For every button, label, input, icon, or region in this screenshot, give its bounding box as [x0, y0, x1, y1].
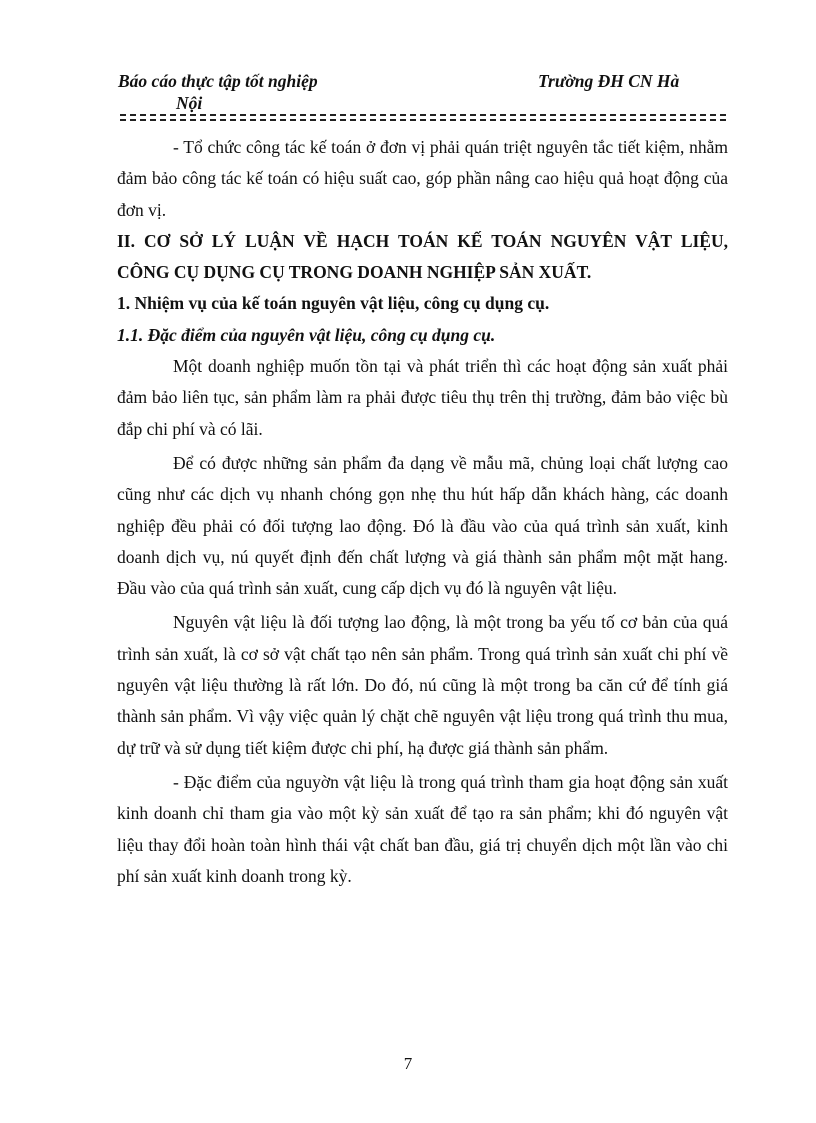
paragraph-principle: - Tổ chức công tác kế toán ở đơn vị phải quán triệt nguyên tắc tiết kiệm, nhằm đảm bảo công tác kế toán có hiệu suất cao, góp phần nâng cao hiệu quả hoạt động của đơn vị. [117, 137, 728, 220]
paragraph-material-characteristics: - Đặc điểm của nguyờn vật liệu là trong quá trình tham gia hoạt động sản xuất kinh doanh chỉ tham gia vào một kỳ sản xuất để tạo ra sản phẩm; khi đó nguyên vật liệu thay đổi hoàn toàn hình thái vật chất ban đầu, giá trị chuyển dịch một lần vào chi phí sản xuất kinh doanh trong kỳ. [117, 771, 728, 886]
subsection-heading-1: 1. Nhiệm vụ của kế toán nguyên vật liệu, công cụ dụng cụ. [117, 293, 550, 314]
header-report-title [118, 70, 378, 114]
paragraph-raw-materials: Nguyên vật liệu là đối tượng lao động, là một trong ba yếu tố cơ bản của quá trình sản xuất, là cơ sở vật chất tạo nên sản phẩm. Trong quá trình sản xuất chi phí về nguyên vật liệu thường là rất lớn. Do đó, nú cũng là một trong ba căn cứ để tính giá thành sản phẩm. Vì vậy việc quản lý chặt chẽ nguyên vật liệu trong quá trình thu mua, dự trữ và sử dụng tiết kiệm được chi phí, hạ được giá thành sản phẩm. [117, 612, 728, 758]
header-left-line1: Báo cáo thực tập tốt nghiệp [118, 71, 318, 91]
document-body [117, 132, 728, 892]
subsection-heading-1-1: 1.1. Đặc điểm của nguyên vật liệu, công cụ dụng cụ. [117, 324, 496, 345]
section-heading-ii: II. CƠ SỞ LÝ LUẬN VỀ HẠCH TOÁN KẾ TOÁN NGUYÊN VẬT LIỆU, CÔNG CỤ DỤNG CỤ TRONG DOANH NGHIỆP SẢN XUẤT. [117, 230, 728, 283]
header-left-line2: Nội [176, 93, 203, 113]
header-school-name: Trường ĐH CN Hà [538, 71, 680, 91]
paragraph-business-survival: Một doanh nghiệp muốn tồn tại và phát triển thì các hoạt động sản xuất phải đảm bảo liên tục, sản phẩm làm ra phải được tiêu thụ trên thị trường, đảm bảo việc bù đắp chi phí và có lãi. [117, 356, 728, 439]
paragraph-diverse-products: Để có được những sản phẩm đa dạng về mẫu mã, chủng loại chất lượng cao cũng như các dịch vụ nhanh chóng gọn nhẹ thu hút hấp dẫn khách hàng, các doanh nghiệp đều phải có đối tượng lao động. Đó là đầu vào của quá trình sản xuất, kinh doanh dịch vụ, nú quyết định đến chất lượng và giá thành sản phẩm một mặt hang. Đầu vào của quá trình sản xuất, cung cấp dịch vụ đó là nguyên vật liệu. [117, 452, 728, 599]
header-divider-top [120, 114, 726, 116]
header-divider-bottom [120, 119, 726, 121]
page-number: 7 [403, 1054, 413, 1073]
